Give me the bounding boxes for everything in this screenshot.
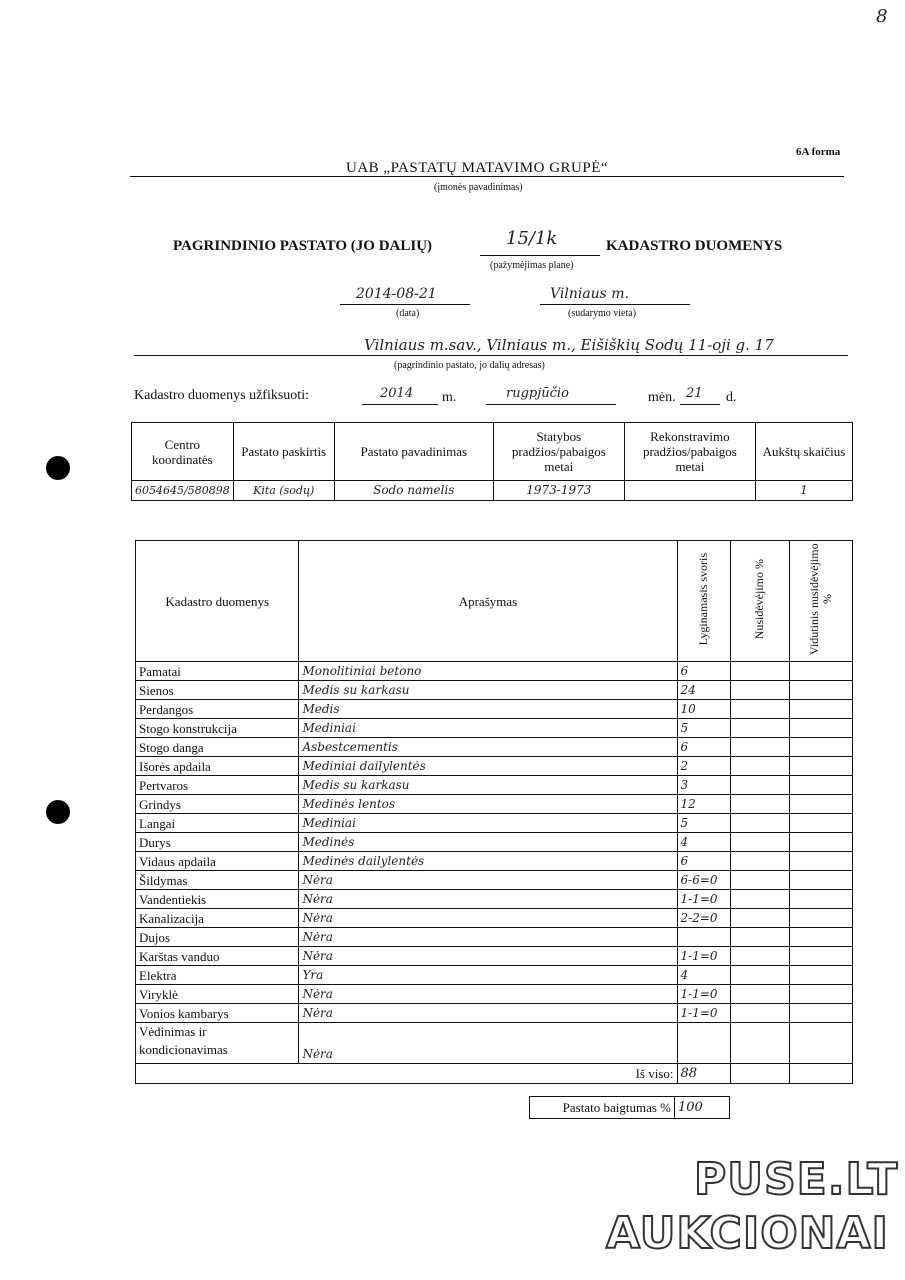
table-row bbox=[136, 662, 853, 681]
row-label: Pertvaros bbox=[136, 776, 299, 795]
row-weight: 6-6=0 bbox=[677, 871, 730, 890]
building-code-caption: (pažymėjimas plane) bbox=[490, 260, 574, 271]
row-label: Išorės apdaila bbox=[136, 757, 299, 776]
row-wear bbox=[730, 928, 789, 947]
header-cadastral-data: Kadastro duomenys bbox=[136, 541, 299, 662]
ventilation-label-line1: Vėdinimas ir bbox=[139, 1024, 207, 1039]
watermark-line1: PUSE.LT bbox=[694, 1154, 899, 1205]
table-row bbox=[136, 852, 853, 871]
header-relative-weight bbox=[677, 541, 730, 662]
row-average-wear bbox=[789, 719, 852, 738]
row-wear bbox=[730, 757, 789, 776]
completion-box bbox=[529, 1096, 730, 1119]
page-number: 8 bbox=[876, 6, 888, 27]
header-average-wear bbox=[789, 541, 852, 662]
ventilation-row bbox=[136, 1023, 853, 1064]
row-label: Kanalizacija bbox=[136, 909, 299, 928]
row-weight: 24 bbox=[677, 681, 730, 700]
header-construction-years: Statybos pradžios/pabaigos metai bbox=[493, 423, 624, 481]
row-label: Langai bbox=[136, 814, 299, 833]
row-label: Vandentiekis bbox=[136, 890, 299, 909]
row-description: Medis su karkasu bbox=[299, 681, 677, 700]
header-wear bbox=[730, 541, 789, 662]
row-label: Šildymas bbox=[136, 871, 299, 890]
row-wear bbox=[730, 738, 789, 757]
row-description: Nėra bbox=[299, 985, 677, 1004]
row-wear bbox=[730, 909, 789, 928]
total-wear bbox=[730, 1064, 789, 1084]
row-label: Dujos bbox=[136, 928, 299, 947]
row-label: Karštas vanduo bbox=[136, 947, 299, 966]
row-average-wear bbox=[789, 738, 852, 757]
table-row bbox=[136, 871, 853, 890]
row-wear bbox=[730, 871, 789, 890]
address-value: Vilniaus m.sav., Vilniaus m., Eišiškių Sodų 11-oji g. 17 bbox=[364, 336, 774, 354]
ventilation-label bbox=[136, 1023, 299, 1064]
row-average-wear bbox=[789, 1004, 852, 1023]
recorded-month-unit: mėn. bbox=[648, 390, 676, 405]
row-weight: 6 bbox=[677, 662, 730, 681]
row-description: Yra bbox=[299, 966, 677, 985]
row-description: Medinės dailylentės bbox=[299, 852, 677, 871]
row-description: Medinės bbox=[299, 833, 677, 852]
row-description: Nėra bbox=[299, 909, 677, 928]
row-wear bbox=[730, 966, 789, 985]
row-average-wear bbox=[789, 928, 852, 947]
row-average-wear bbox=[789, 795, 852, 814]
row-wear bbox=[730, 719, 789, 738]
header-floor-count: Aukštų skaičius bbox=[755, 423, 852, 481]
summary-data-row bbox=[132, 481, 853, 501]
table-row bbox=[136, 814, 853, 833]
total-value: 88 bbox=[677, 1064, 730, 1084]
row-description: Nėra bbox=[299, 871, 677, 890]
row-average-wear bbox=[789, 890, 852, 909]
row-average-wear bbox=[789, 852, 852, 871]
recorded-day-line bbox=[680, 404, 720, 405]
value-construction-years: 1973-1973 bbox=[493, 481, 624, 501]
cadastral-header-row bbox=[136, 541, 853, 662]
table-row bbox=[136, 776, 853, 795]
row-weight: 1-1=0 bbox=[677, 985, 730, 1004]
row-average-wear bbox=[789, 814, 852, 833]
row-wear bbox=[730, 985, 789, 1004]
punch-hole-bottom bbox=[46, 800, 70, 824]
place-line bbox=[540, 304, 690, 305]
summary-table bbox=[131, 422, 853, 501]
table-row bbox=[136, 738, 853, 757]
row-average-wear bbox=[789, 947, 852, 966]
ventilation-label-line2: kondicionavimas bbox=[139, 1042, 228, 1057]
row-description: Medinės lentos bbox=[299, 795, 677, 814]
total-spacer bbox=[136, 1064, 299, 1084]
value-building-purpose: Kita (sodų) bbox=[233, 481, 334, 501]
row-average-wear bbox=[789, 757, 852, 776]
row-label: Grindys bbox=[136, 795, 299, 814]
value-building-name: Sodo namelis bbox=[334, 481, 493, 501]
form-code: 6A forma bbox=[796, 146, 841, 158]
cadastral-table bbox=[135, 540, 853, 1084]
ventilation-average-wear bbox=[789, 1023, 852, 1064]
row-wear bbox=[730, 890, 789, 909]
row-weight: 4 bbox=[677, 833, 730, 852]
value-reconstruction-years bbox=[624, 481, 755, 501]
ventilation-description: Nėra bbox=[299, 1023, 677, 1064]
recorded-day-unit: d. bbox=[726, 390, 737, 405]
table-row bbox=[136, 890, 853, 909]
row-label: Pamatai bbox=[136, 662, 299, 681]
row-wear bbox=[730, 776, 789, 795]
row-average-wear bbox=[789, 776, 852, 795]
row-weight: 1-1=0 bbox=[677, 890, 730, 909]
row-wear bbox=[730, 662, 789, 681]
row-label: Elektra bbox=[136, 966, 299, 985]
date-value: 2014-08-21 bbox=[356, 286, 437, 302]
total-average-wear bbox=[789, 1064, 852, 1084]
table-row bbox=[136, 833, 853, 852]
recorded-month: rugpjūčio bbox=[506, 386, 569, 401]
place-value: Vilniaus m. bbox=[550, 286, 630, 302]
place-caption: (sudarymo vieta) bbox=[568, 308, 637, 319]
value-floor-count: 1 bbox=[755, 481, 852, 501]
row-label: Durys bbox=[136, 833, 299, 852]
row-description: Nėra bbox=[299, 928, 677, 947]
table-row bbox=[136, 928, 853, 947]
building-code: 15/1k bbox=[506, 228, 558, 249]
row-label: Vidaus apdaila bbox=[136, 852, 299, 871]
recorded-year-unit: m. bbox=[442, 390, 457, 405]
row-description: Nėra bbox=[299, 947, 677, 966]
row-description: Mediniai bbox=[299, 814, 677, 833]
row-wear bbox=[730, 814, 789, 833]
recorded-year: 2014 bbox=[380, 386, 414, 401]
building-code-line bbox=[480, 255, 600, 256]
punch-hole-top bbox=[46, 456, 70, 480]
row-weight: 5 bbox=[677, 719, 730, 738]
table-row bbox=[136, 1004, 853, 1023]
address-line bbox=[134, 355, 848, 356]
row-label: Stogo konstrukcija bbox=[136, 719, 299, 738]
company-name: UAB „PASTATŲ MATAVIMO GRUPĖ“ bbox=[346, 160, 609, 176]
row-wear bbox=[730, 1004, 789, 1023]
ventilation-weight bbox=[677, 1023, 730, 1064]
table-row bbox=[136, 795, 853, 814]
watermark-line2: AUKCIONAI bbox=[606, 1208, 889, 1259]
row-description: Nėra bbox=[299, 1004, 677, 1023]
recorded-year-line bbox=[362, 404, 438, 405]
row-average-wear bbox=[789, 681, 852, 700]
row-average-wear bbox=[789, 700, 852, 719]
total-row bbox=[136, 1064, 853, 1084]
company-line bbox=[130, 176, 844, 177]
title-right: KADASTRO DUOMENYS bbox=[606, 238, 783, 254]
ventilation-wear bbox=[730, 1023, 789, 1064]
row-weight: 6 bbox=[677, 852, 730, 871]
row-description: Medis bbox=[299, 700, 677, 719]
row-average-wear bbox=[789, 871, 852, 890]
header-relative-weight-text: Lyginamasis svoris bbox=[696, 552, 711, 646]
table-row bbox=[136, 966, 853, 985]
row-average-wear bbox=[789, 966, 852, 985]
row-wear bbox=[730, 852, 789, 871]
value-centre-coordinates: 6054645/580898 bbox=[132, 481, 234, 501]
table-row bbox=[136, 757, 853, 776]
row-average-wear bbox=[789, 833, 852, 852]
row-description: Monolitiniai betono bbox=[299, 662, 677, 681]
row-label: Vonios kambarys bbox=[136, 1004, 299, 1023]
row-weight: 2 bbox=[677, 757, 730, 776]
header-reconstruction-years: Rekonstravimo pradžios/pabaigos metai bbox=[624, 423, 755, 481]
recorded-label: Kadastro duomenys užfiksuoti: bbox=[134, 388, 309, 403]
row-wear bbox=[730, 833, 789, 852]
table-row bbox=[136, 681, 853, 700]
total-label: Iš viso: bbox=[299, 1064, 677, 1084]
date-caption: (data) bbox=[396, 308, 420, 319]
row-weight: 4 bbox=[677, 966, 730, 985]
table-row bbox=[136, 909, 853, 928]
row-weight: 2-2=0 bbox=[677, 909, 730, 928]
row-weight: 5 bbox=[677, 814, 730, 833]
header-average-wear-text: Vidutinis nusidėvėjimo % bbox=[806, 543, 834, 655]
table-row bbox=[136, 947, 853, 966]
row-weight: 6 bbox=[677, 738, 730, 757]
row-weight: 3 bbox=[677, 776, 730, 795]
row-weight: 1-1=0 bbox=[677, 947, 730, 966]
header-wear-text: Nusidėvėjimo % bbox=[752, 558, 767, 640]
row-description: Mediniai dailylentės bbox=[299, 757, 677, 776]
table-row bbox=[136, 700, 853, 719]
row-label: Sienos bbox=[136, 681, 299, 700]
cadastral-rows bbox=[136, 662, 853, 1023]
row-weight: 12 bbox=[677, 795, 730, 814]
date-line bbox=[340, 304, 470, 305]
address-caption: (pagrindinio pastato, jo dalių adresas) bbox=[394, 360, 545, 371]
row-weight bbox=[677, 928, 730, 947]
row-wear bbox=[730, 681, 789, 700]
table-row bbox=[136, 985, 853, 1004]
row-description: Asbestcementis bbox=[299, 738, 677, 757]
row-average-wear bbox=[789, 909, 852, 928]
row-label: Viryklė bbox=[136, 985, 299, 1004]
header-description: Aprašymas bbox=[299, 541, 677, 662]
header-building-name: Pastato pavadinimas bbox=[334, 423, 493, 481]
recorded-day: 21 bbox=[686, 386, 703, 401]
row-description: Medis su karkasu bbox=[299, 776, 677, 795]
header-centre-coordinates: Centro koordinatės bbox=[132, 423, 234, 481]
company-caption: (įmonės pavadinimas) bbox=[434, 182, 523, 193]
row-weight: 1-1=0 bbox=[677, 1004, 730, 1023]
row-wear bbox=[730, 795, 789, 814]
row-label: Stogo danga bbox=[136, 738, 299, 757]
row-wear bbox=[730, 700, 789, 719]
summary-header-row bbox=[132, 423, 853, 481]
row-weight: 10 bbox=[677, 700, 730, 719]
row-description: Nėra bbox=[299, 890, 677, 909]
recorded-month-line bbox=[486, 404, 616, 405]
table-row bbox=[136, 719, 853, 738]
row-average-wear bbox=[789, 985, 852, 1004]
title-left: PAGRINDINIO PASTATO (JO DALIŲ) bbox=[173, 238, 433, 254]
row-description: Mediniai bbox=[299, 719, 677, 738]
completion-label: Pastato baigtumas % bbox=[530, 1097, 675, 1119]
row-wear bbox=[730, 947, 789, 966]
completion-value: 100 bbox=[675, 1097, 730, 1119]
row-average-wear bbox=[789, 662, 852, 681]
header-building-purpose: Pastato paskirtis bbox=[233, 423, 334, 481]
row-label: Perdangos bbox=[136, 700, 299, 719]
